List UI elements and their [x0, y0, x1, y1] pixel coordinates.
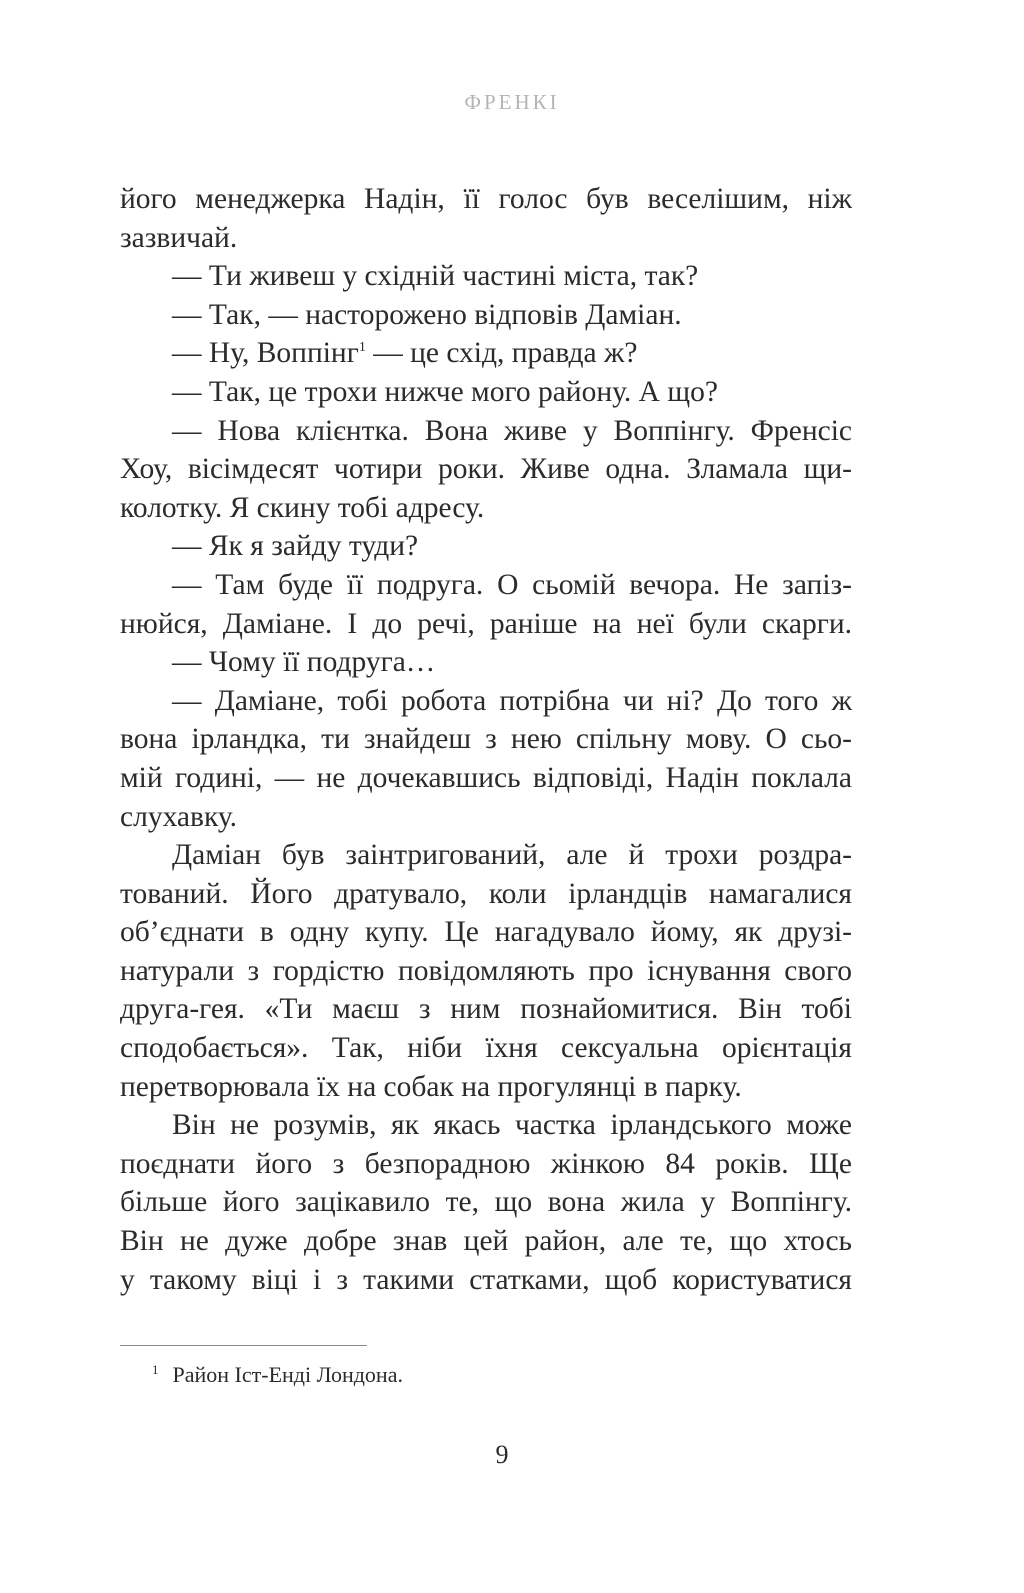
text-line: його менеджерка Надін, її голос був веселішим, ніж	[120, 183, 852, 215]
text-line: зазвичай.	[120, 221, 238, 254]
text-line: нюйся, Даміане. І до речі, раніше на неї були скарги.	[120, 607, 852, 640]
text-line: колотку. Я скину тобі адресу.	[120, 491, 485, 524]
text-line	[120, 334, 852, 373]
footnote-divider	[120, 1345, 367, 1346]
text-line: натурали з гордістю повідомляють про існування свого	[120, 954, 852, 987]
text-line: — Ти живеш у східній частині міста, так?	[172, 260, 699, 293]
text-fragment: — це схід, правда ж?	[365, 337, 638, 370]
text-line: слухавку.	[120, 800, 238, 833]
text-line: — Так, — насторожено відповів Даміан.	[172, 298, 682, 331]
text-line: — Там буде її подруга. О сьомій вечора. Не запіз-	[172, 568, 852, 601]
text-line: перетворювала їх на собак на прогулянці в парку.	[120, 1070, 742, 1103]
footnote-reference: 1	[358, 340, 366, 356]
text-line: у такому віці і з такими статками, щоб користуватися	[120, 1263, 852, 1296]
text-line: Він не розумів, як якась частка ірландського може	[172, 1109, 852, 1142]
page-number: 9	[495, 1440, 509, 1469]
text-line: — Чому її подруга…	[172, 646, 436, 679]
text-line: мій годині, — не дочекавшись відповіді, Надін поклала	[120, 761, 852, 794]
text-line: друга-гея. «Ти маєш з ним познайомитися. Він тобі	[120, 993, 852, 1026]
text-line: поєднати його з безпорадною жінкою 84 років. Ще	[120, 1147, 852, 1180]
text-line: — Даміане, тобі робота потрібна чи ні? До того ж	[172, 684, 852, 717]
text-line: — Як я зайду туди?	[172, 530, 419, 563]
text-line: — Так, це трохи нижче мого району. А що?	[172, 375, 718, 408]
footnote-number: 1	[152, 1361, 159, 1377]
text-line: більше його зацікавило те, що вона жила у Воппінгу.	[120, 1186, 852, 1219]
text-line: Хоу, вісімдесят чотири роки. Живе одна. Зламала щи-	[120, 453, 852, 486]
text-line: об’єднати в одну купу. Це нагадувало йому, як друзі-	[120, 916, 852, 949]
text-line: — Нова клієнтка. Вона живе у Воппінгу. Френсіс	[172, 414, 852, 447]
text-line: вона ірландка, ти знайдеш з нею спільну мову. О сьо-	[120, 723, 852, 756]
text-line: тований. Його дратувало, коли ірландців намагалися	[120, 877, 852, 910]
text-line: Даміан був заінтригований, але й трохи роздра-	[172, 839, 852, 872]
body-text	[120, 180, 852, 1299]
footnote	[152, 1360, 403, 1390]
text-line: сподобається». Так, ніби їхня сексуальна орієнтація	[120, 1032, 852, 1065]
text-fragment: — Ну, Воппінг	[172, 337, 359, 370]
text-line: Він не дуже добре знав цей район, але те, що хтось	[120, 1225, 852, 1258]
footnote-text: Район Іст-Енді Лондона.	[172, 1362, 403, 1387]
running-head: ФРЕНКІ	[464, 90, 560, 114]
